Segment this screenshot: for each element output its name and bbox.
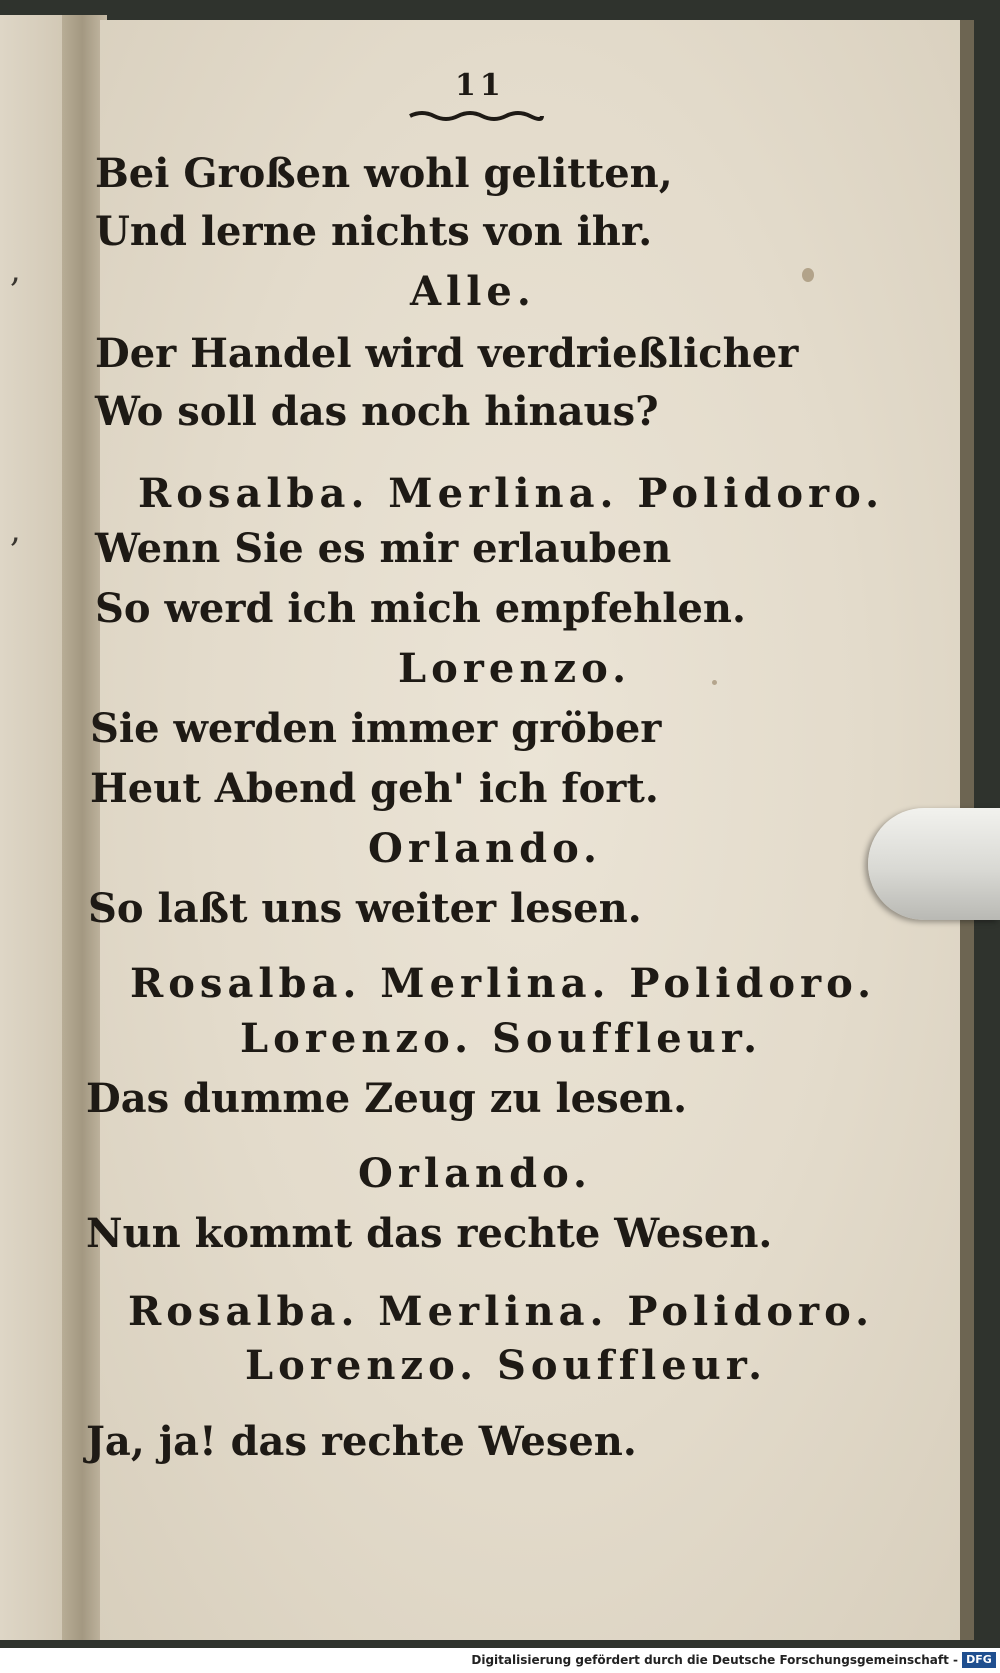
verse-line: Nun kommt das rechte Wesen. [86,1210,773,1257]
speaker-heading: Lorenzo. Souffleur. [240,1015,763,1062]
verse-line: Sie werden immer gröber [90,705,662,752]
verse-line: Bei Großen wohl gelitten, [95,150,673,197]
page-number: 11 [455,68,505,103]
verse-line: Wo soll das noch hinaus? [95,388,659,435]
speaker-heading: Rosalba. Merlina. Polidoro. [130,960,877,1007]
verse-line: Wenn Sie es mir erlauben [95,525,672,572]
speaker-heading: Lorenzo. Souffleur. [245,1342,768,1389]
speaker-heading: Alle. [410,268,536,315]
verse-line: Der Handel wird verdrießlicher [95,330,799,377]
verse-line: Ja, ja! das rechte Wesen. [86,1418,637,1465]
speaker-heading: Lorenzo. [398,645,632,692]
left-page-mark: , [10,250,21,290]
left-page-mark: , [10,510,21,550]
speaker-heading: Orlando. [368,825,602,872]
verse-line: So laßt uns weiter lesen. [88,885,642,932]
speaker-heading: Rosalba. Merlina. Polidoro. [128,1288,875,1335]
funding-credit: Digitalisierung gefördert durch die Deutsche Forschungsgemeinschaft - [471,1653,958,1667]
speaker-heading: Orlando. [358,1150,592,1197]
ornament-rule [408,108,544,124]
dfg-logo: DFG [962,1652,996,1668]
verse-line: So werd ich mich empfehlen. [95,585,746,632]
speaker-heading: Rosalba. Merlina. Polidoro. [138,470,885,517]
footer-bar [0,1648,1000,1673]
verse-line: Und lerne nichts von ihr. [95,208,653,255]
verse-line: Heut Abend geh' ich fort. [90,765,659,812]
verse-line: Das dumme Zeug zu lesen. [86,1075,688,1122]
